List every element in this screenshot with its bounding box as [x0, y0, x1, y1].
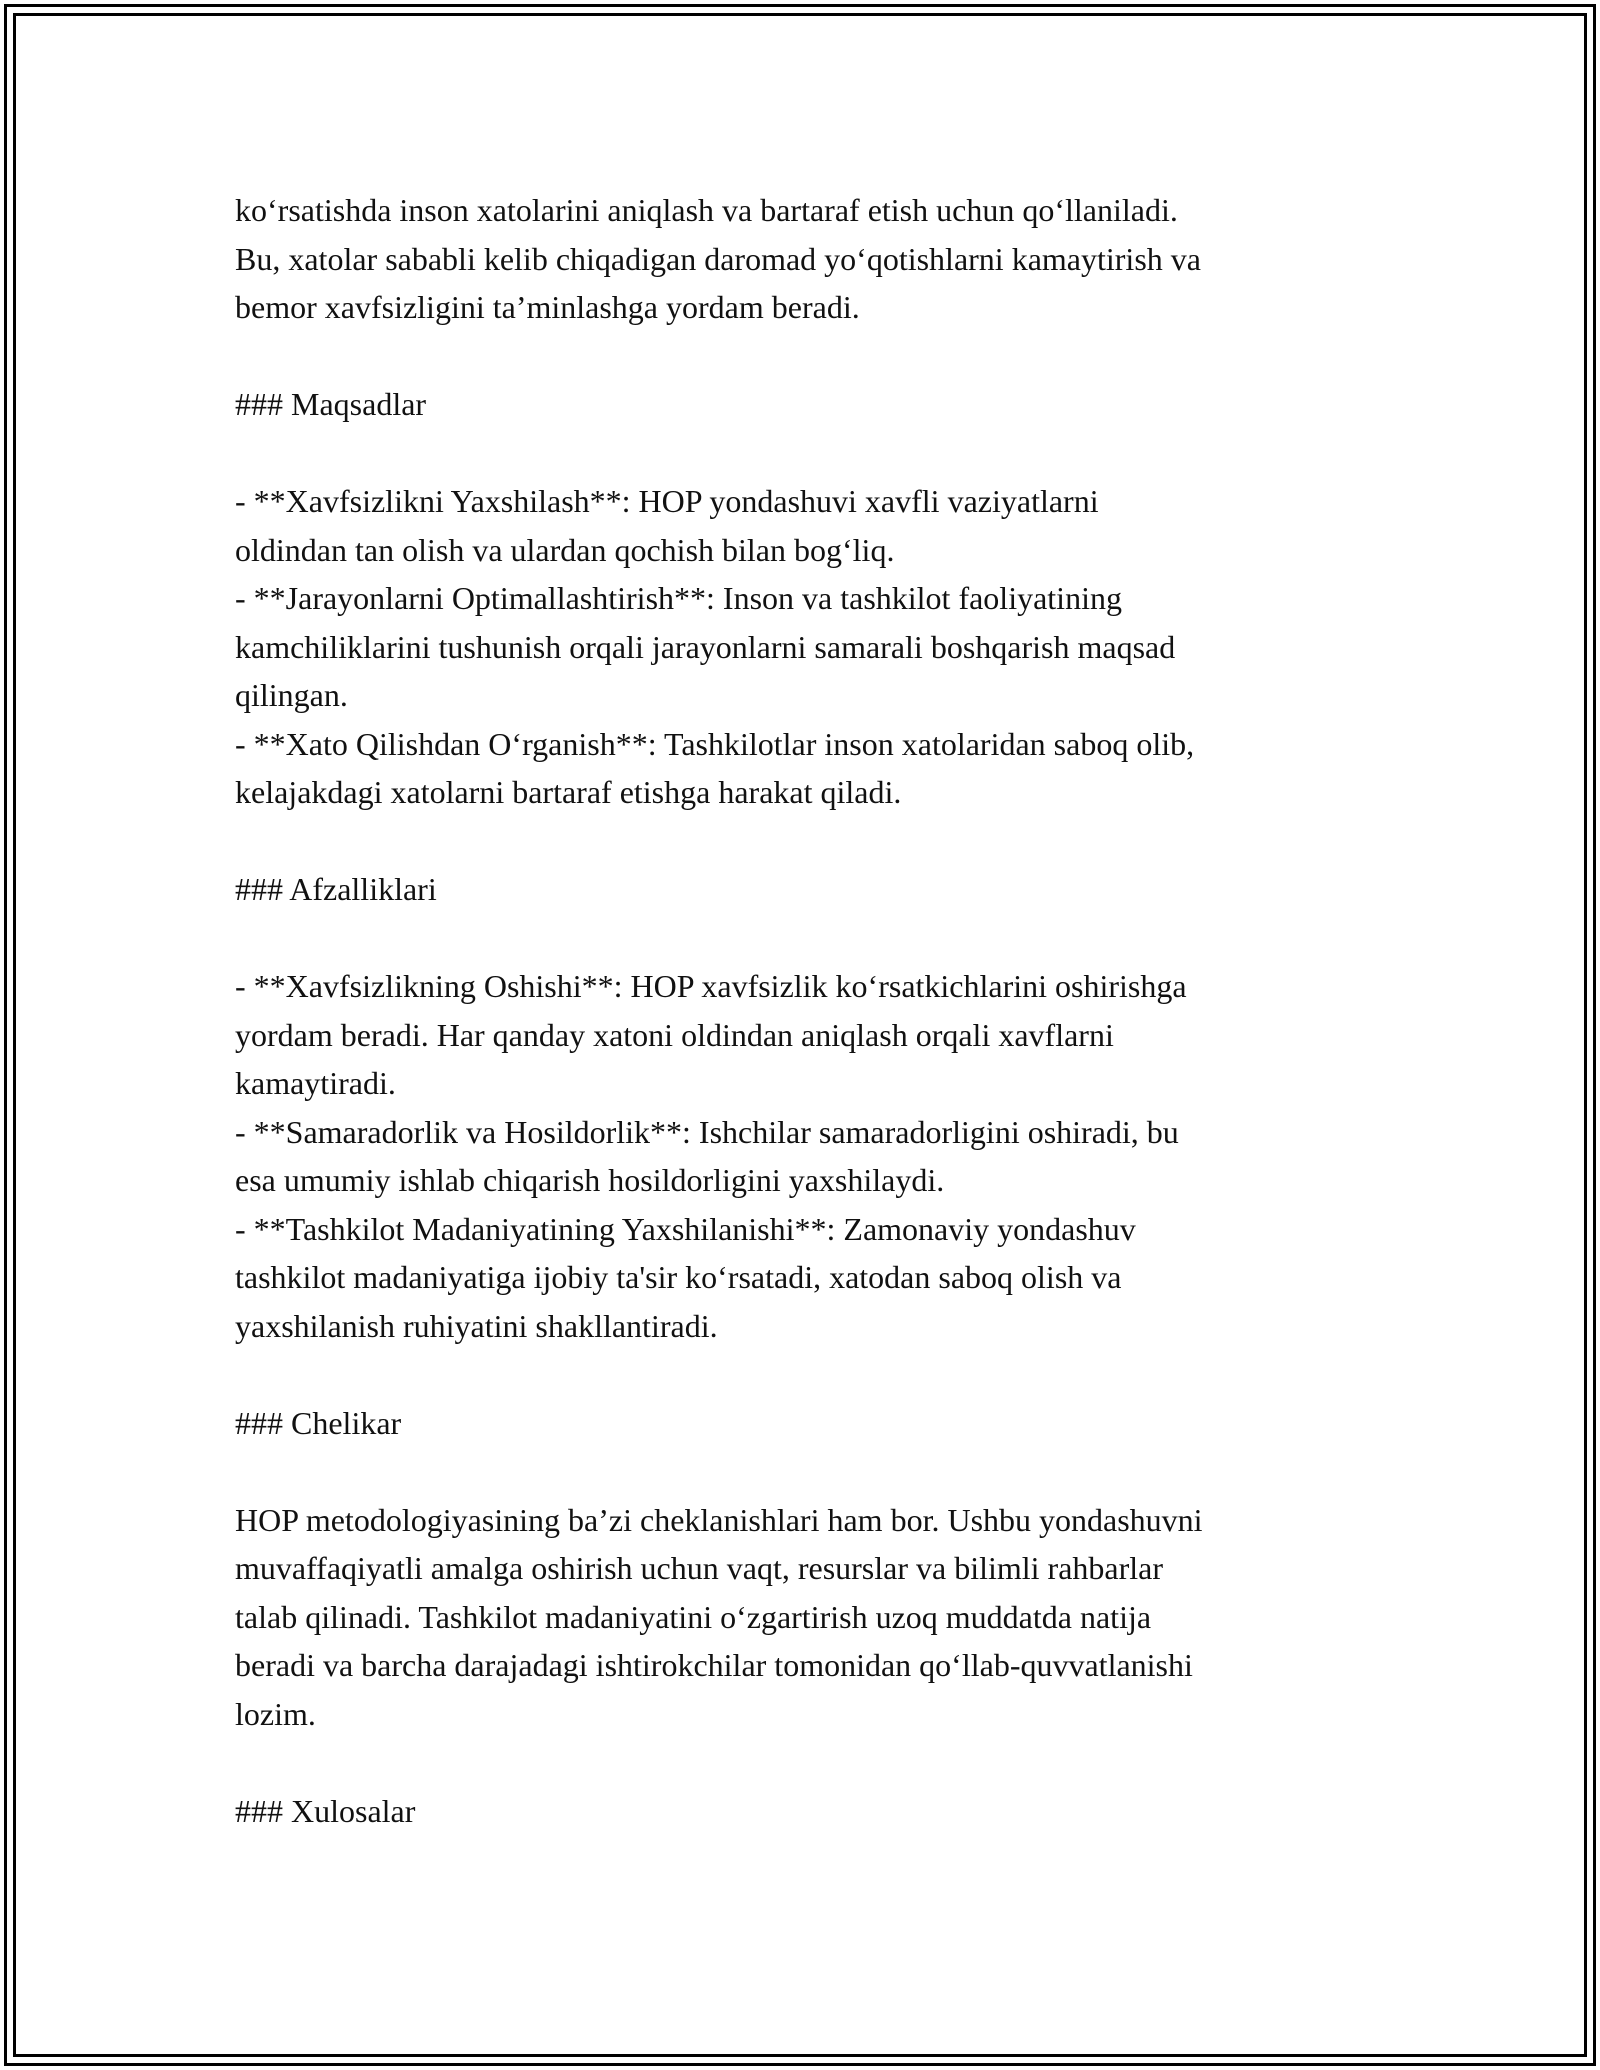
list-line: yaxshilanish ruhiyatini shakllantiradi.: [235, 1307, 718, 1344]
list-line: tashkilot madaniyatiga ijobiy ta'sir ko‘rsatadi, xatodan saboq olish va: [235, 1259, 1122, 1295]
intro-line: bemor xavfsizligini ta’minlashga yordam beradi.: [235, 289, 860, 325]
heading-xulosalar: ### Xulosalar: [235, 1792, 416, 1829]
paragraph-line: lozim.: [235, 1695, 316, 1732]
blank-line: [235, 429, 1355, 478]
chelikar-paragraph: [235, 1496, 1355, 1739]
blank-line: [235, 332, 1355, 381]
paragraph-line: muvaffaqiyatli amalga oshirish uchun vaqt, resurslar va bilimli rahbarlar: [235, 1550, 1164, 1586]
maqsadlar-list: [235, 477, 1355, 817]
intro-line: Bu, xatolar sababli kelib chiqadigan daromad yo‘qotishlarni kamaytirish va: [235, 240, 1201, 277]
blank-line: [235, 1738, 1355, 1787]
heading-afzalliklari: ### Afzalliklari: [235, 871, 437, 907]
blank-line: [235, 1447, 1355, 1496]
list-line: esa umumiy ishlab chiqarish hosildorligini yaxshilaydi.: [235, 1162, 945, 1198]
afzalliklari-list: [235, 962, 1355, 1350]
blank-line: [235, 914, 1355, 963]
heading-maqsadlar: ### Maqsadlar: [235, 386, 427, 422]
list-line: - **Jarayonlarni Optimallashtirish**: Inson va tashkilot faoliyatining: [235, 580, 1122, 616]
list-line: yordam beradi. Har qanday xatoni oldindan aniqlash orqali xavflarni: [235, 1016, 1114, 1053]
list-line: - **Tashkilot Madaniyatining Yaxshilanishi**: Zamonaviy yondashuv: [235, 1210, 1136, 1247]
list-line: - **Xavfsizlikning Oshishi**: HOP xavfsizlik ko‘rsatkichlarini oshirishga: [235, 968, 1187, 1004]
intro-paragraph: [235, 186, 1355, 332]
document-body: [235, 186, 1355, 1835]
list-line: kelajakdagi xatolarni bartaraf etishga harakat qiladi.: [235, 774, 902, 810]
blank-line: [235, 817, 1355, 866]
paragraph-line: HOP metodologiyasining ba’zi cheklanishlari ham bor. Ushbu yondashuvni: [235, 1501, 1203, 1538]
blank-line: [235, 1350, 1355, 1399]
list-line: oldindan tan olish va ulardan qochish bilan bog‘liq.: [235, 531, 895, 568]
list-line: - **Samaradorlik va Hosildorlik**: Ishchilar samaradorligini oshiradi, bu: [235, 1113, 1179, 1150]
list-line: kamaytiradi.: [235, 1065, 396, 1101]
list-line: - **Xavfsizlikni Yaxshilash**: HOP yondashuvi xavfli vaziyatlarni: [235, 483, 1099, 519]
list-line: kamchiliklarini tushunish orqali jarayonlarni samarali boshqarish maqsad: [235, 628, 1176, 665]
intro-line: ko‘rsatishda inson xatolarini aniqlash va bartaraf etish uchun qo‘llaniladi.: [235, 192, 1178, 228]
list-line: - **Xato Qilishdan O‘rganish**: Tashkilotlar inson xatolaridan saboq olib,: [235, 725, 1195, 762]
list-line: qilingan.: [235, 677, 348, 713]
paragraph-line: talab qilinadi. Tashkilot madaniyatini o‘zgartirish uzoq muddatda natija: [235, 1598, 1152, 1635]
paragraph-line: beradi va barcha darajadagi ishtirokchilar tomonidan qo‘llab-quvvatlanishi: [235, 1647, 1193, 1683]
heading-chelikar: ### Chelikar: [235, 1404, 402, 1441]
